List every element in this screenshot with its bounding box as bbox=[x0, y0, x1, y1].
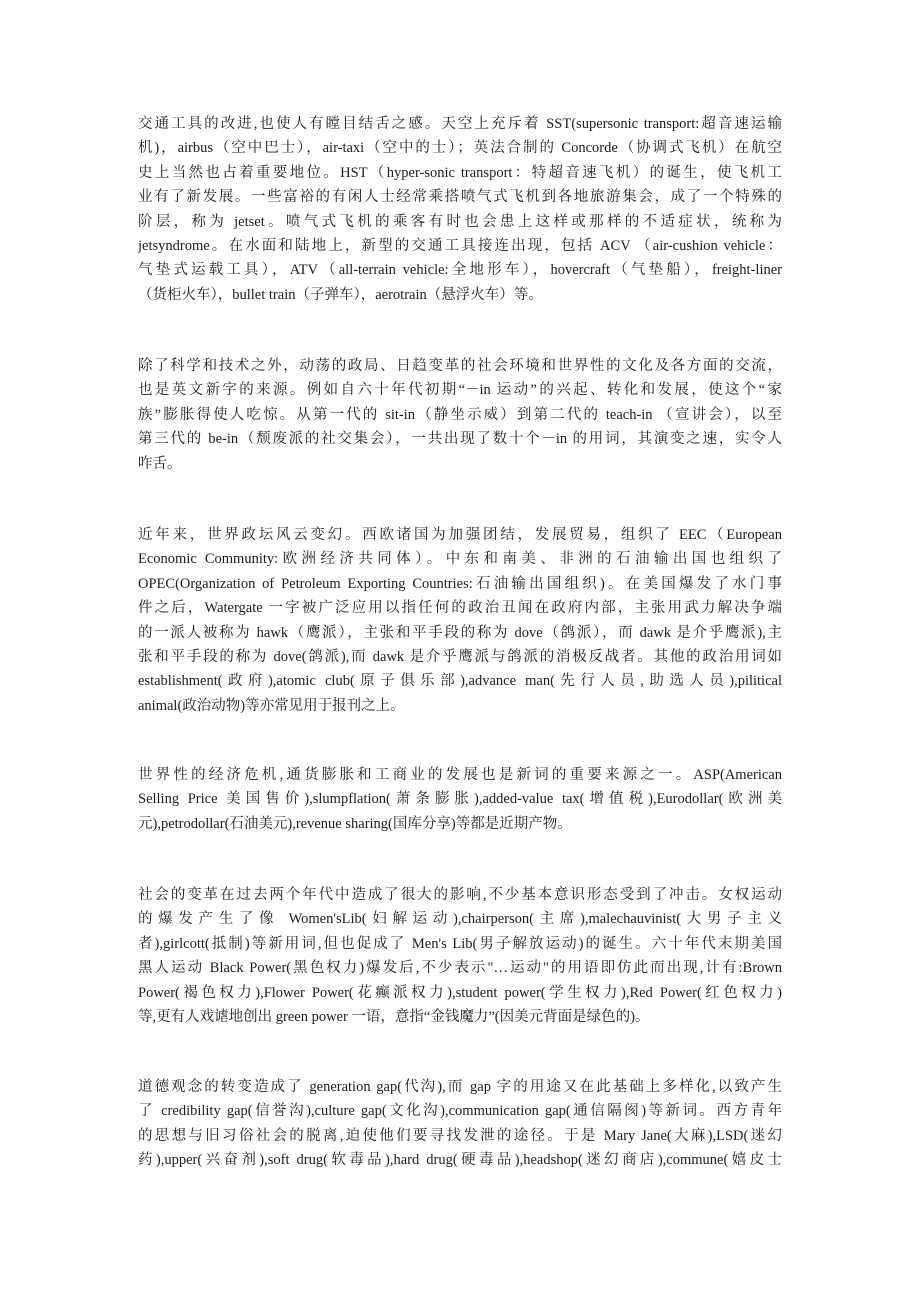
paragraph-line: 阶层，称为 jetset。喷气式飞机的乘客有时也会患上这样或那样的不适症状，统称为 bbox=[138, 213, 782, 230]
paragraph-line: animal(政治动物)等亦常见用于报刊之上。 bbox=[138, 697, 405, 714]
paragraph-line: 了 credibility gap(信誉沟),culture gap(文化沟),communication gap(通信隔阂)等新词。西方青年 bbox=[138, 1103, 782, 1120]
paragraph-social-movements bbox=[138, 883, 782, 1029]
paragraph-line: 除了科学和技术之外，动荡的政局、日趋变革的社会环境和世界性的文化及各方面的交流， bbox=[138, 358, 782, 374]
paragraph-line: 也是英文新字的来源。例如自六十年代初期“－in 运动”的兴起、转化和发展，使这个“家 bbox=[138, 382, 782, 399]
paragraph-morality bbox=[138, 1075, 782, 1173]
paragraph-line: 世界性的经济危机,通货膨胀和工商业的发展也是新词的重要来源之一。ASP(American bbox=[138, 767, 782, 783]
paragraph-line: （货柜火车），bullet train（子弹车），aerotrain（悬浮火车）等。 bbox=[138, 286, 543, 303]
paragraph-line: 气垫式运载工具），ATV（all-terrain vehicle:全地形车），hovercraft（气垫船），freight-liner bbox=[138, 262, 782, 279]
paragraph-line: Economic Community:欧洲经济共同体）。中东和南美、非洲的石油输出国也组织了 bbox=[138, 551, 782, 568]
paragraph-line: 咋舌。 bbox=[138, 455, 182, 472]
paragraph-line: 第三代的 be-in（颓废派的社交集会），一共出现了数十个－in 的用词，其演变之速，实令人 bbox=[138, 431, 782, 448]
paragraph-line: 史上当然也占着重要地位。HST（hyper-sonic transport：特超音速飞机）的诞生，使飞机工 bbox=[138, 164, 782, 181]
paragraph-line: 机)，airbus（空中巴士），air-taxi（空中的士）；英法合制的 Concorde（协调式飞机）在航空 bbox=[138, 140, 782, 157]
paragraph-line: 业有了新发展。一些富裕的有闲人士经常乘搭喷气式飞机到各地旅游集会，成了一个特殊的 bbox=[138, 189, 782, 206]
paragraph-economy bbox=[138, 763, 782, 836]
paragraph-line: jetsyndrome。在水面和陆地上，新型的交通工具接连出现，包括 ACV （air-cushion vehicle： bbox=[138, 237, 782, 254]
paragraph-line: 的爆发产生了像 Women'sLib(妇解运动),chairperson(主席),malechauvinist(大男子主义 bbox=[138, 911, 782, 928]
paragraph-social-change bbox=[138, 354, 782, 476]
paragraph-politics bbox=[138, 523, 782, 718]
paragraph-transport bbox=[138, 112, 782, 307]
paragraph-line: 交通工具的改进,也使人有瞠目结舌之感。天空上充斥着 SST(supersonic transport:超音速运输 bbox=[138, 116, 782, 132]
paragraph-line: 近年来，世界政坛风云变幻。西欧诸国为加强团结，发展贸易，组织了 EEC（European bbox=[138, 527, 782, 543]
paragraph-line: Selling Price 美国售价),slumpflation(萧条膨胀),added-value tax(增值税),Eurodollar(欧洲美 bbox=[138, 791, 782, 808]
paragraph-line: 等,更有人戏谑地创出 green power 一语，意指“金钱魔力”(因美元背面是绿色的)。 bbox=[138, 1008, 650, 1025]
paragraph-line: establishment(政府),atomic club(原子俱乐部),advance man(先行人员,助选人员),pilitical bbox=[138, 673, 782, 690]
paragraph-line: Power(褐色权力),Flower Power(花癫派权力),student power(学生权力),Red Power(红色权力) bbox=[138, 984, 782, 1001]
paragraph-line: 族”膨胀得使人吃惊。从第一代的 sit-in（静坐示威）到第二代的 teach-in （宣讲会），以至 bbox=[138, 406, 782, 423]
paragraph-line: 的思想与旧习俗社会的脱离,迫使他们要寻找发泄的途径。于是 Mary Jane(大麻),LSD(迷幻 bbox=[138, 1127, 782, 1144]
paragraph-line: 元),petrodollar(石油美元),revenue sharing(国库分享)等都是近期产物。 bbox=[138, 815, 572, 832]
paragraph-line: 道德观念的转变造成了 generation gap(代沟),而 gap 字的用途又在此基础上多样化,以致产生 bbox=[138, 1079, 782, 1095]
paragraph-line: 黑人运动 Black Power(黑色权力)爆发后,不少表示"…运动"的用语即仿此而出现,计有:Brown bbox=[138, 960, 782, 977]
paragraph-line: 件之后，Watergate 一字被广泛应用以指任何的政治丑闻在政府内部，主张用武力解决争端 bbox=[138, 600, 782, 617]
paragraph-line: 药),upper(兴奋剂),soft drug(软毒品),hard drug(硬毒品),headshop(迷幻商店),commune(嬉皮士 bbox=[138, 1152, 782, 1169]
paragraph-line: 者),girlcott(抵制)等新用词,但也促成了 Men's Lib(男子解放运动)的诞生。六十年代末期美国 bbox=[138, 935, 782, 952]
paragraph-line: 的一派人被称为 hawk（鹰派），主张和平手段的称为 dove（鸽派），而 dawk 是介乎鹰派),主 bbox=[138, 624, 782, 641]
paragraph-line: 张和平手段的称为 dove(鸽派),而 dawk 是介乎鹰派与鸽派的消极反战者。其他的政治用词如 bbox=[138, 648, 782, 665]
paragraph-line: OPEC(Organization of Petroleum Exporting Countries:石油输出国组织)。在美国爆发了水门事 bbox=[138, 575, 782, 592]
paragraph-line: 社会的变革在过去两个年代中造成了很大的影响,不少基本意识形态受到了冲击。女权运动 bbox=[138, 887, 782, 903]
